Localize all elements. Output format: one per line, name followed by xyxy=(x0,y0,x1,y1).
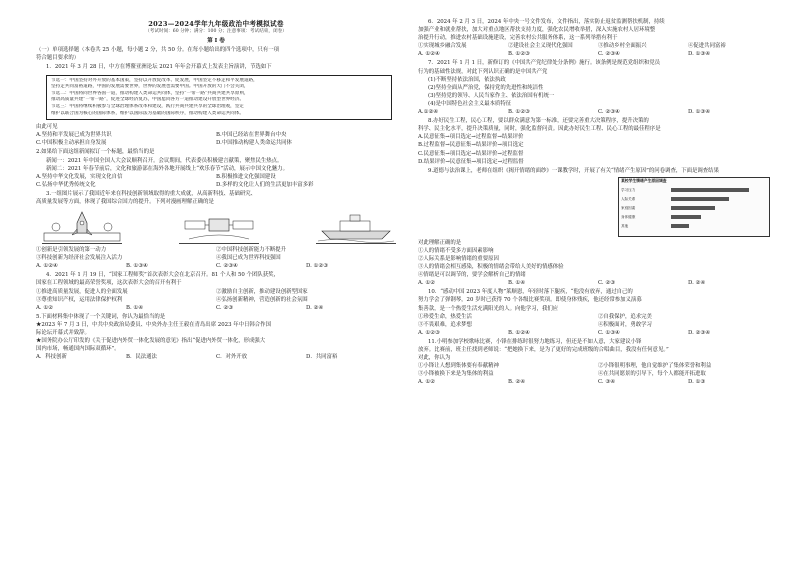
question-11-items xyxy=(418,362,778,370)
option-d: D. ①③④ xyxy=(688,51,711,58)
statement-4: ④促进共同富裕 xyxy=(688,43,726,50)
material-line: 节选一：中国坚持对外开放的基本国策，坚持以开放促改革、促发展，中国坚定不移走和平发展道路， xyxy=(51,77,258,83)
question-3-options xyxy=(36,262,396,270)
option-a: A．科技创新 xyxy=(36,354,67,361)
option-c: C. ②③④ xyxy=(216,263,238,270)
question-7-stem: 7．2021 年 1 月 1 日，新修订的《中国共产党纪律处分条例》施行。该条例是规范党组织和党员 xyxy=(428,60,661,67)
material-line: ★2023 年 7 月 3 日，中共中央政治局委员、中央外办主任王毅在青岛出席 2023 年中日韩合作国 xyxy=(36,321,271,328)
question-1-options xyxy=(36,139,396,147)
option-d: D.中国推动构建人类命运共同体 xyxy=(216,140,292,147)
exam-meta: （考试时间：60 分钟；满分：100 分；注意事项：考试结束，闭卷） xyxy=(145,29,287,35)
chart-bar xyxy=(671,224,689,228)
statement-2: (2)坚持全面从严治党，保持党的先进性和纯洁性 xyxy=(428,84,544,91)
question-3-items xyxy=(36,246,396,254)
part-heading: 第 Ⅰ 卷 xyxy=(207,38,225,45)
chart-title: 某校学生情绪产生原因调查 xyxy=(621,177,667,183)
option-c: C. ②③ xyxy=(598,280,616,287)
question-3-cartoons xyxy=(42,209,396,243)
question-2-news-1: 新闻一：2021 年中国全国人大会议顺利召开。会议期间，代表委员积极建言献策，聚焦民生热点。 xyxy=(46,157,283,164)
option-c: C. ②③④ xyxy=(598,51,620,58)
instructions-line: （一）单项选择题（本卷共 25 小题，每小题 2 分，共 50 分。在每小题给出的四个选项中，只有一项 xyxy=(36,47,280,54)
question-5-stem: 5.下面材料集中体现了一个关键词，你认为最恰当的是 xyxy=(36,313,166,320)
question-1-material-box xyxy=(46,75,392,121)
question-11-stem-cont: 放弃。比赛前，班主任找到老师说：“把她换下来，是为了更好的完成班级的合唱曲目，我没有任何意见。” xyxy=(418,347,669,353)
statement-1: ①人的情绪不受多方面因素影响 xyxy=(418,247,494,254)
option-a: A. ①②④ xyxy=(418,51,440,58)
question-7-stem-cont: 行为的基础性法规，对此下列认识正确的是中国共产党 xyxy=(418,68,548,75)
question-11-stem: 11.小明参加学校歌咏比赛，小锋在排练时很努力地练习，但还是不如人意，大家建议小锋 xyxy=(428,338,642,345)
material-line: 节选二：中国将同世界各国一道，推动构建人类命运共同体，坚持“一带一路”共商共建共享原则， xyxy=(51,90,249,96)
option-d: D．共同富裕 xyxy=(306,354,338,361)
question-11-lead: 对此，你认为 xyxy=(418,355,451,362)
question-2-options xyxy=(36,173,396,181)
question-10-items xyxy=(418,321,778,329)
cartoon-rocket-image xyxy=(42,209,122,244)
statement-2: ②建设社会主义现代化强国 xyxy=(508,43,573,50)
question-10-items xyxy=(418,313,778,321)
material-line: 国内市场，畅通国内国际双循环”。 xyxy=(36,346,120,353)
chart-row-label: 身体健康 xyxy=(621,214,636,219)
chart-row-label: 学习压力 xyxy=(621,187,636,192)
chart-row-label: 其他 xyxy=(621,223,629,228)
option-b: B. ①④ xyxy=(126,304,144,311)
question-8-stem: 8.办好民生工程，民心工程，要以群众满意为第一标准，还要完善重大决策程序，提升决策的 xyxy=(428,118,649,125)
option-a: A.①②④ xyxy=(418,109,439,116)
option-b: B. ①②③ xyxy=(508,51,530,58)
question-5-options xyxy=(36,353,396,361)
chart-bar xyxy=(671,206,715,210)
option-b: B. ①②③ xyxy=(508,109,530,116)
question-2-options xyxy=(36,181,396,189)
option-d: D. ①③④ xyxy=(688,109,711,116)
statement-3: ③尊重知识产权，运用法律保护权利 xyxy=(36,296,123,303)
statement-1: ①小锋让人想到集体要有奉献精神 xyxy=(418,363,499,370)
question-9-lead: 对此理解正确的是 xyxy=(418,239,462,246)
question-6-options xyxy=(418,50,778,58)
statement-2: ②中国科技创新能力不断提升 xyxy=(216,247,287,254)
statement-2: ②自我保护，追求完美 xyxy=(598,313,652,320)
option-a: A.坚持和平发展已成为世界共识 xyxy=(36,132,112,139)
option-b: B．民法通法 xyxy=(126,354,157,361)
option-d: D. ②④ xyxy=(306,304,324,311)
left-column xyxy=(36,18,396,361)
question-2-stem: 2.如果给下面这组新闻拟订一个标题，最恰当的是 xyxy=(36,149,155,156)
instructions-line: 符合题目要求的） xyxy=(36,55,80,62)
statement-3: ③人的情绪会相互感染，积极的情绪会带给人美好的情感体验 xyxy=(418,264,564,271)
option-b: B.中国已经站在世界舞台中央 xyxy=(216,132,287,139)
chart-row-label: 家庭因素 xyxy=(621,205,636,210)
statement-3: ③科技创新为经济社会发展注入活力 xyxy=(36,255,123,262)
material-line: 坚持走共同富裕道路，中国的发展需要世界，世界的发展也需要中国。中国开放的大门不会关闭， xyxy=(51,84,249,90)
option-a: A.坚持中华文化发展，实现文化自信 xyxy=(36,173,123,180)
question-10-options xyxy=(418,329,778,337)
option-d: D. ①③ xyxy=(688,379,706,386)
chart-bar xyxy=(671,215,701,219)
question-1-stem: 1．2021 年 3 月 28 日，中方在博鳌亚洲论坛 2021 年年会开幕式上发表主旨演讲，节选如下 xyxy=(46,64,272,71)
material-line: 推动高质量共建“一带一路”，促进全球经济复苏，中国愿同各方一道推动建设开放型世界经济。 xyxy=(51,97,245,103)
statement-3: (3)坚持党的领导、人民当家作主、依法治国有机统一 xyxy=(428,92,555,99)
question-10-stem-cont: 努力学会了弹钢琴，20 岁时已获得 70 个各级比赛奖项。即使身体残疾，他还经常参加义演募 xyxy=(418,297,642,304)
question-6-stem-cont: 加强产业和就业帮扶，加大对重点地区帮扶支持力度，强化农民增收举措，深入实施农村人居环境整 xyxy=(418,27,656,34)
question-8-stem-cont: 科学、民主化水平，提升决策质量，同时，强化监督问责。因此办好民生工程、民心工程的最佳程序是 xyxy=(418,126,661,133)
question-10-stem-cont: 集善款，是一个热爱生活充满阳光的人。向他学习，我们应 xyxy=(418,305,559,312)
statement-2: ②激励自主创新，推动建设创新型国家 xyxy=(216,288,308,295)
statement-4: (4)是中国特色社会主义最本质特征 xyxy=(428,100,512,107)
question-2-news-2: 新闻二：2021 年春节前后，文化和旅游部在海外各地开展线上“欢乐春节”活动，展示中国文化魅力。 xyxy=(46,165,288,172)
option-c: C. ②③ xyxy=(216,304,234,311)
question-1-options xyxy=(36,131,396,139)
statement-1: ①推进高质量发展，促进人的全面发展 xyxy=(36,288,128,295)
statement-3: ③推动乡村全面振兴 xyxy=(598,43,647,50)
statement-3: ③不畏艰难，追求梦想 xyxy=(418,321,472,328)
option-a: A. ①② xyxy=(418,379,435,386)
material-line: 节选三：中国将继续积极参与全球治理体系改革和建设，践行共商共建共享的全球治理观，坚定 xyxy=(51,103,244,109)
question-3-stem: 3.一组图片展示了我国近年来在科技创新领域取得的重大成就，从高新科技、基础研究、 xyxy=(46,190,256,197)
question-4-stem-cont: 国家在工程领域的最高荣誉奖项，这次表彰大会的召开有利于 xyxy=(36,280,182,287)
option-d: D. ①②③ xyxy=(306,263,329,270)
question-1-lead: 由此可见 xyxy=(36,124,58,131)
option-a: A.民意征集→项目选定→过程监督→结果评价 xyxy=(418,134,524,141)
question-9-survey-chart xyxy=(618,177,770,237)
option-c: C. ②③④ xyxy=(598,109,620,116)
question-4-options xyxy=(36,304,396,312)
statement-2: ②小锋很明事理，他自觉维护了集体荣誉和利益 xyxy=(598,363,712,370)
question-9-options xyxy=(418,279,778,287)
option-c: C．对外开放 xyxy=(216,354,248,361)
question-11-options xyxy=(418,378,778,386)
option-a: A. ①② xyxy=(36,304,53,311)
exam-title: 2023—2024学年九年级政治中考模拟试卷 xyxy=(148,20,284,28)
material-line: ★国务院办公厅印发的《关于促进内外贸一体化发展的意见》指出“促进内外贸一体化，形成强大 xyxy=(36,338,266,345)
option-c: C. ①③④ xyxy=(598,329,620,336)
statement-3: ③小锋被换下来是为集体的利益 xyxy=(418,371,494,378)
question-9-stem: 9.道德与法治课上，老师在组织《揭开情绪的面纱》一课教学时，开展了有关“情绪产生原因”的问卷调查，下面是调查结果 xyxy=(428,167,719,174)
question-6-items xyxy=(418,42,778,50)
question-3-stem-cont: 高质量发展等方面，体现了我国综合国力的提升。下列对漫画理解正确的是 xyxy=(36,198,214,205)
question-3-items xyxy=(36,254,396,262)
statement-1: (1)不断坚持依法治国，依法执政 xyxy=(428,76,506,83)
material-line: 维护以联合国为核心的国际体系，维护以国际法为基础的国际秩序，推动构建人类命运共同体。 xyxy=(51,110,244,116)
option-b: B. ①②④ xyxy=(508,329,530,336)
statement-1: ①珍爱生命，热爱生活 xyxy=(418,313,472,320)
option-b: B.过程监督→民意征集→结果评价→项目选定 xyxy=(418,142,524,149)
option-c: C.中国积极主动承担自身发展 xyxy=(36,140,107,147)
question-6-stem-cont: 治提升行动，推进农村基础设施建设，完善农村公共服务体系，这一系列举措有利于 xyxy=(418,35,618,42)
option-b: B. ①④ xyxy=(508,280,526,287)
statement-2: ②人际关系是影响情绪的重要原因 xyxy=(418,255,499,262)
option-d: D. ②④ xyxy=(688,280,706,287)
option-a: A. ①②③ xyxy=(418,329,440,336)
statement-1: ①创新是引领发展的第一动力 xyxy=(36,247,107,254)
chart-row-label: 人际关系 xyxy=(621,196,636,201)
question-6-stem: 6．2024 年 2 月 3 日，2024 年中央一号文件发布，文件指出，落实防止返贫监测帮扶机制，持续 xyxy=(428,19,665,25)
statement-1: ①实现城乡融合发展 xyxy=(418,43,467,50)
question-10-stem: 10．“感动中国 2023 年度人物”莱顺恩，年轻时落下腿疾，“他没有放弃，通过自己的 xyxy=(428,289,633,296)
question-7-options xyxy=(418,108,778,116)
statement-4: ④弘扬创新精神，营造创新的社会氛围 xyxy=(216,296,308,303)
option-d: D.结果评价→民意征集→项目选定→过程监督 xyxy=(418,158,524,165)
option-c: C.民意征集→项目选定→结果评价→过程监督 xyxy=(418,150,524,157)
cartoon-ship-image xyxy=(316,209,396,244)
statement-4: ④情绪是可以调节的，要学会解析自己的情绪 xyxy=(418,272,526,279)
cartoon-satellite-image xyxy=(179,209,259,244)
option-d: D.多样的文化让人们的生活更加丰富多彩 xyxy=(216,181,314,188)
question-11-items xyxy=(418,370,778,378)
chart-bar xyxy=(671,197,729,201)
question-4-items xyxy=(36,288,396,296)
question-4-stem: 4．2021 年 1 月 19 日，“国家工程师奖”首次表彰大会在北京召开。81 个人和 50 个团队获奖， xyxy=(46,272,279,279)
option-c: C. ③④ xyxy=(598,379,616,386)
statement-4: ④我国已成为世界科技强国 xyxy=(216,255,281,262)
statement-4: ④积极面对，勇敢学习 xyxy=(598,321,652,328)
statement-4: ④在共同愿景的引导下，每个人都能开拓进取 xyxy=(598,371,706,378)
option-a: A. ①② xyxy=(418,280,435,287)
right-column xyxy=(418,18,778,386)
option-a: A. ①②④ xyxy=(36,263,58,270)
option-c: C.弘扬中华优秀传统文化 xyxy=(36,181,96,188)
option-b: B. ②④ xyxy=(508,379,526,386)
option-b: B. ①③④ xyxy=(126,263,148,270)
chart-bar xyxy=(671,188,749,192)
material-line: 际论坛开幕式并致辞。 xyxy=(36,330,90,336)
question-4-items xyxy=(36,296,396,304)
option-d: D. ②③④ xyxy=(688,329,711,336)
option-b: B.积极推进文化强国建设 xyxy=(216,173,276,180)
